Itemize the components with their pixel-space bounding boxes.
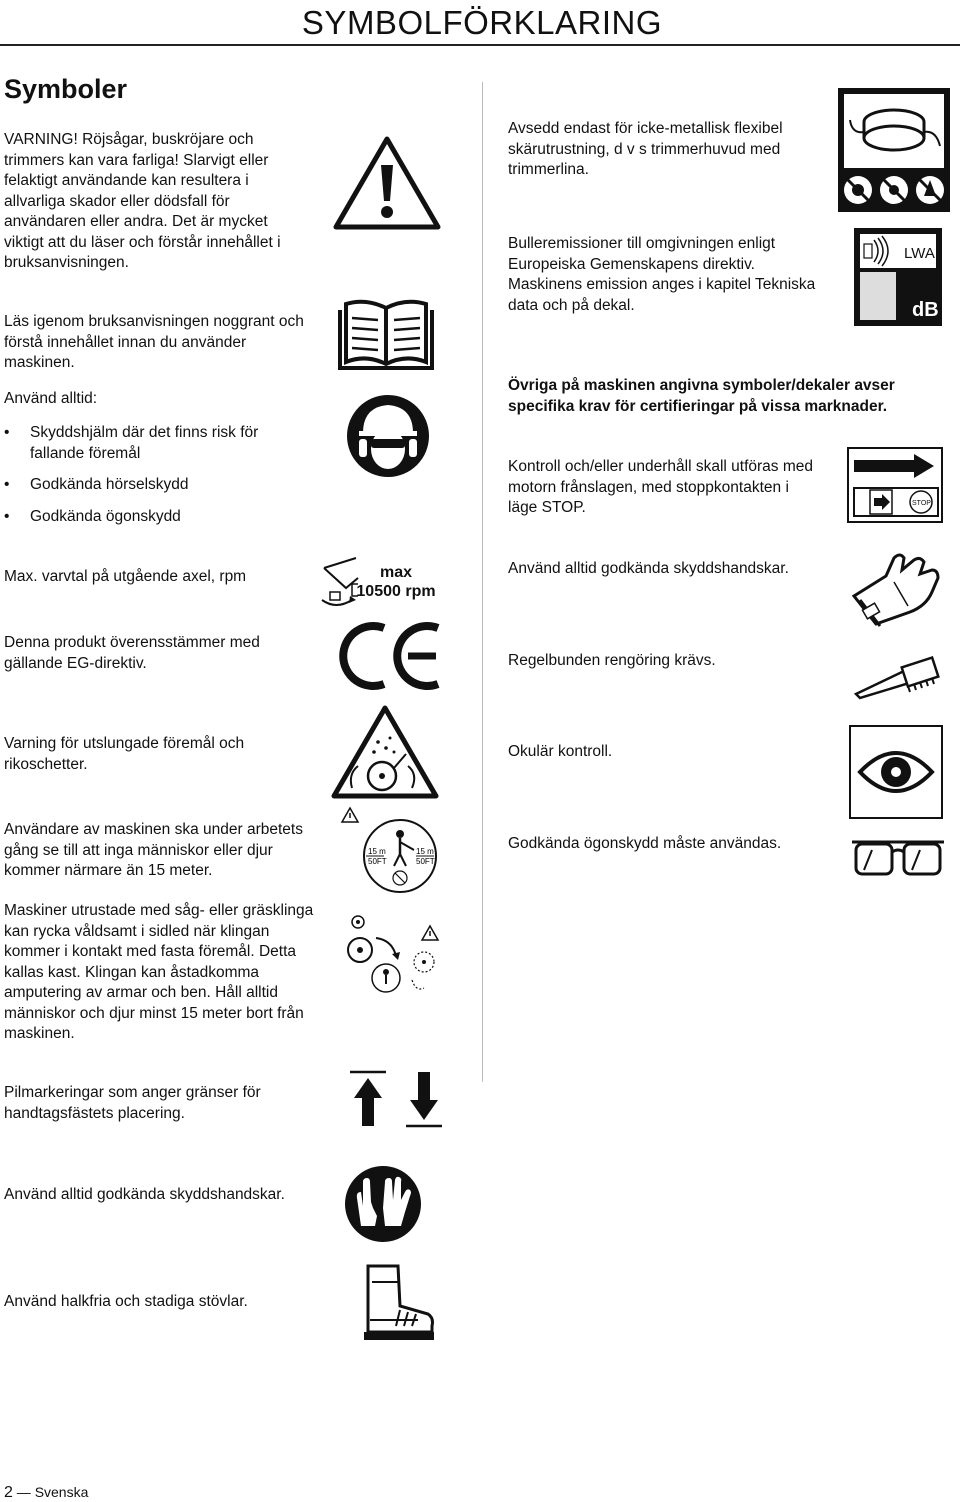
gloves-text: Använd alltid godkända skyddshandskar. <box>4 1186 285 1203</box>
page-number: 2 <box>4 1484 13 1501</box>
safety-glasses-icon <box>850 832 946 880</box>
distance-m-left: 15 m <box>368 847 386 856</box>
column-divider <box>482 82 483 1082</box>
cleaning-text: Regelbunden rengöring krävs. <box>508 652 716 669</box>
lwa-label: LWA <box>904 245 935 262</box>
page-footer <box>4 1484 88 1502</box>
gloves-text-right: Använd alltid godkända skyddshandskar. <box>508 560 789 577</box>
always-use-label: Använd alltid: <box>4 390 98 407</box>
footer-dash: — <box>16 1484 35 1500</box>
speed-bracket-icon <box>350 583 360 597</box>
distance-ft-left: 50FT <box>368 857 387 866</box>
distance-text: Användare av maskinen ska under arbetets gång se till att inga människor eller djur kommer närmare än 15 meter. <box>4 821 303 879</box>
flexible-text: Avsedd endast för icke-metallisk flexibel skärutrustning, d v s trimmerhuvud med trimmerlina. <box>508 120 783 178</box>
ce-text: Denna produkt överensstämmer med gällande EG-direktiv. <box>4 634 260 672</box>
handle-position-arrows-icon <box>346 1068 444 1130</box>
other-symbols-text: Övriga på maskinen angivna symboler/dekaler avser specifika krav för certifieringar på vissa marknader. <box>508 377 895 415</box>
safety-distance-icon <box>340 806 456 894</box>
always-use-list <box>4 423 304 538</box>
list-item: • Skyddshjälm där det finns risk för fallande föremål <box>4 423 304 464</box>
page-header-title: SYMBOLFÖRKLARING <box>301 4 662 41</box>
stop-label: STOP <box>912 500 931 507</box>
read-manual-text: Läs igenom bruksanvisningen noggrant och förstå innehållet innan du använder maskinen. <box>4 313 304 371</box>
header-rule <box>0 44 960 46</box>
footer-language: Svenska <box>34 1484 89 1500</box>
warning-triangle-icon <box>332 135 442 231</box>
read-manual-icon <box>336 296 436 376</box>
trimmer-head-icon <box>836 86 952 214</box>
warning-text: VARNING! Röjsågar, buskröjare och trimmers kan vara farliga! Slarvigt eller felaktigt användande kan resultera i allvarliga skador eller dödsfall för användaren eller andra. Det är mycket viktigt att du läser och förstår innehållet i bruksanvisningen. <box>4 131 281 271</box>
distance-ft-right: 50FT <box>416 857 435 866</box>
kickback-icon <box>340 912 446 998</box>
thrown-objects-text: Varning för utslungade föremål och rikoschetter. <box>4 735 245 773</box>
arrows-text: Pilmarkeringar som anger gränser för handtagsfästets placering. <box>4 1084 261 1122</box>
max-speed-text: Max. varvtal på utgående axel, rpm <box>4 568 247 585</box>
safety-glove-icon <box>846 548 944 628</box>
control-text: Kontroll och/eller underhåll skall utföras med motorn frånslagen, med stoppkontakten i läge STOP. <box>508 458 813 516</box>
cleaning-brush-icon <box>852 648 940 700</box>
boots-icon <box>348 1262 438 1344</box>
boots-text: Använd halkfria och stadiga stövlar. <box>4 1293 248 1310</box>
ce-mark-icon <box>336 620 444 692</box>
list-item: • Godkända hörselskydd <box>4 475 304 496</box>
gloves-icon <box>343 1164 423 1244</box>
max-label: max <box>379 564 413 581</box>
thrown-objects-icon <box>330 704 440 800</box>
list-item: • Godkända ögonskydd <box>4 507 304 528</box>
noise-emission-icon <box>852 226 944 328</box>
db-label: dB <box>912 299 939 321</box>
distance-m-right: 15 m <box>416 847 434 856</box>
protective-equipment-icon <box>345 393 431 479</box>
max-rpm-value: 10500 rpm <box>356 583 436 600</box>
kickback-text: Maskiner utrustade med såg- eller gräsklinga kan rycka våldsamt i sidled när klingan kommer i kontakt med fasta föremål. Detta kallas kast. Klingan kan åstadkomma amputering av armar och ben. Håll alltid människor och djur minst 15 meter bort från maskinen. <box>4 902 314 1042</box>
section-title: Symboler <box>4 74 128 104</box>
visual-inspection-text: Okulär kontroll. <box>508 743 613 760</box>
visual-inspection-eye-icon <box>848 724 944 820</box>
eye-protection-text: Godkända ögonskydd måste användas. <box>508 835 782 852</box>
max-rpm-label <box>348 563 444 601</box>
noise-text: Bulleremissioner till omgivningen enligt Europeiska Gemenskapens direktiv. Maskinens emission anges i kapitel Tekniska data och på dekal. <box>508 235 816 314</box>
stop-switch-icon <box>846 446 944 524</box>
